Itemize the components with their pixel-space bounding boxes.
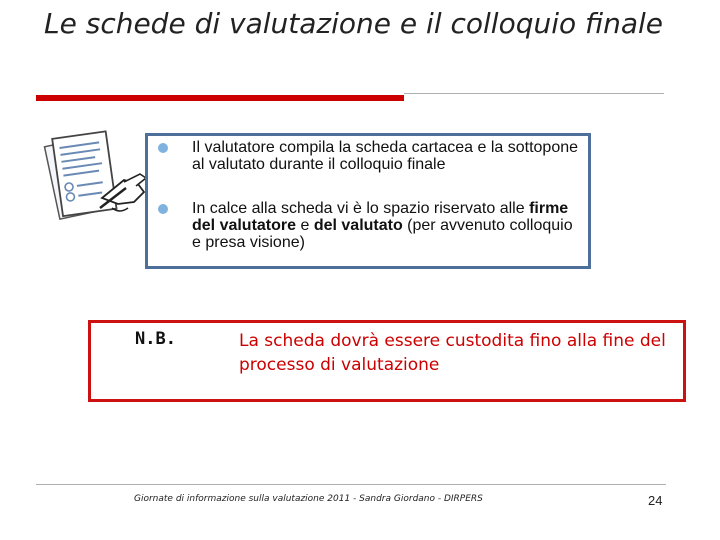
bullet-text-part: Il valutatore compila la scheda cartacea e la sottopone al valutato durante il colloquio finale <box>192 139 579 173</box>
footer-text: Giornate di informazione sulla valutazione 2011 - Sandra Giordano - DIRPERS <box>134 494 483 504</box>
bullet-text-part: In calce alla scheda vi è lo spazio riservato alle <box>192 200 530 217</box>
bullet-text-bold: firme del valutatore <box>192 200 569 234</box>
bullet-text-part: (per avvenuto colloquio e presa visione) <box>192 217 573 251</box>
bullet-box <box>145 133 591 269</box>
title-divider <box>404 93 664 94</box>
title-accent-bar <box>36 95 404 101</box>
note-text: La scheda dovrà essere custodita fino alla fine del processo di valutazione <box>239 331 666 375</box>
document-signing-icon <box>40 128 150 228</box>
note-box <box>88 320 686 402</box>
bullet-text-bold: del valutato <box>313 217 403 234</box>
bullet-text-part: e <box>296 217 314 234</box>
bullet-text <box>192 139 580 173</box>
bullet-text <box>192 200 580 251</box>
bullet-dot-icon <box>158 204 168 214</box>
bullet-item <box>160 200 580 251</box>
bullet-item <box>160 139 580 173</box>
note-label: N.B. <box>135 329 176 349</box>
slide-title: Le schede di valutazione e il colloquio finale <box>44 7 664 40</box>
footer-divider <box>36 484 666 485</box>
page-number: 24 <box>648 493 663 508</box>
bullet-dot-icon <box>158 143 168 153</box>
